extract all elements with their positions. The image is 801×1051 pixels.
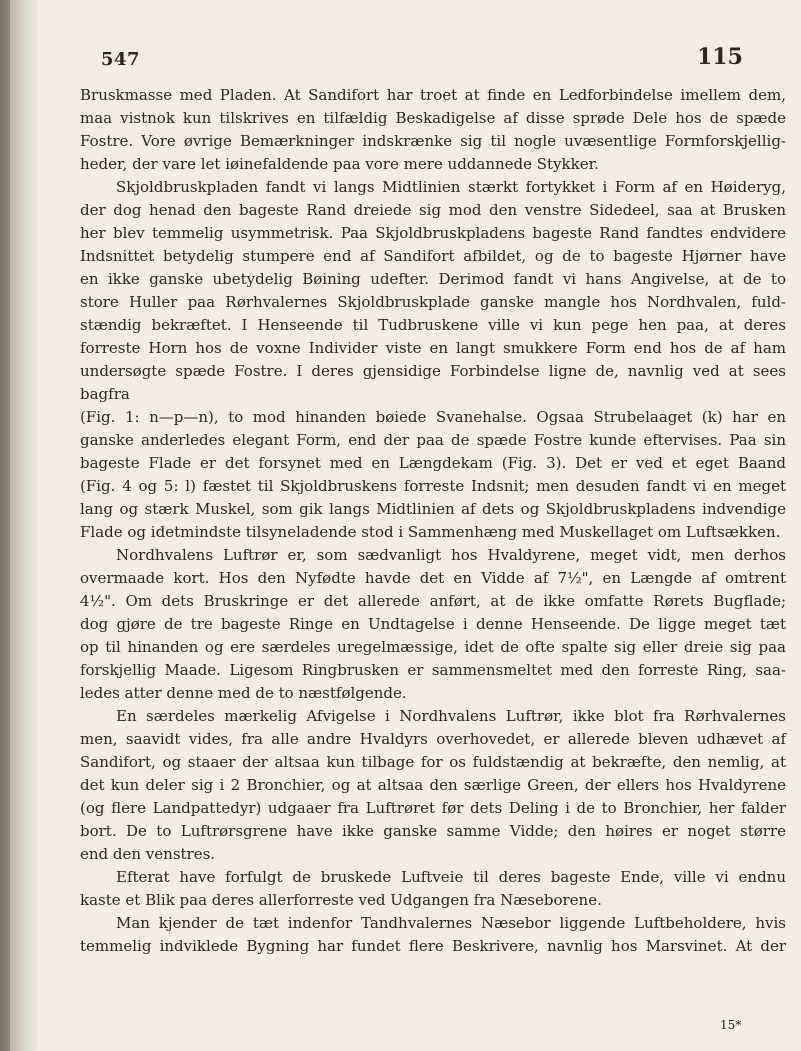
text-line: Nordhvalens Luftrør er, som sædvanligt hos Hvaldyrene, meget vidt, men derhos bbox=[116, 546, 786, 564]
text-line: Man kjender de tæt indenfor Tandhvalernes Næsebor liggende Luftbeholdere, hvis bbox=[116, 914, 786, 932]
body-text bbox=[80, 84, 786, 958]
text-line: bageste Flade er det forsynet med en Længdekam (Fig. 3). Det er ved et eget Baand bbox=[80, 454, 786, 472]
text-line: 4½". Om dets Bruskringe er det allerede anført, at de ikke omfatte Rørets Bugflade; bbox=[80, 592, 786, 610]
text-line: op til hinanden og ere særdeles uregelmæssige, idet de ofte spalte sig eller dreie sig paa bbox=[80, 638, 786, 656]
text-line: temmelig indviklede Bygning har fundet flere Beskrivere, navnlig hos Marsvinet. At der bbox=[80, 937, 786, 955]
text-line: end den venstres. bbox=[80, 845, 216, 863]
text-line: Fostre. Vore øvrige Bemærkninger indskrænke sig til nogle uvæsentlige Formforskjellig- bbox=[80, 132, 786, 150]
text-line: forreste Horn hos de voxne Individer viste en langt smukkere Form end hos de af ham bbox=[80, 339, 786, 357]
text-line: (Fig. 1: n—p—n), to mod hinanden bøiede Svanehalse. Ogsaa Strubelaaget (k) har en bbox=[80, 408, 786, 426]
page-spine-shadow bbox=[0, 0, 38, 1051]
text-line: maa vistnok kun tilskrives en tilfældig Beskadigelse af disse sprøde Dele hos de spæde bbox=[80, 109, 786, 127]
text-line: Bruskmasse med Pladen. At Sandifort har troet at finde en Ledforbindelse imellem dem, bbox=[80, 86, 786, 104]
text-line: stændig bekræftet. I Henseende til Tudbruskene ville vi kun pege hen paa, at deres bbox=[80, 316, 786, 334]
volume-page-number: 547 bbox=[101, 49, 141, 70]
text-line: ganske anderledes elegant Form, end der paa de spæde Fostre kunde eftervises. Paa sin bbox=[80, 431, 786, 449]
text-line: overmaade kort. Hos den Nyfødte havde det en Vidde af 7½", en Længde af omtrent bbox=[80, 569, 786, 587]
text-line: lang og stærk Muskel, som gik langs Midtlinien af dets og Skjoldbruskpladens indvendige bbox=[80, 500, 786, 518]
spine-dark-edge bbox=[0, 0, 10, 1051]
text-line: det kun deler sig i 2 Bronchier, og at altsaa den særlige Green, der ellers hos Hvaldyrene bbox=[80, 776, 786, 794]
text-line: forskjellig Maade. Ligesom Ringbrusken er sammensmeltet med den forreste Ring, saa- bbox=[80, 661, 786, 679]
text-line: dog gjøre de tre bageste Ringe en Undtagelse i denne Henseende. De ligge meget tæt bbox=[80, 615, 786, 633]
text-line: undersøgte spæde Fostre. I deres gjensidige Forbindelse ligne de, navnlig ved at sees bagfra bbox=[80, 362, 786, 403]
text-line: der dog henad den bageste Rand dreiede sig mod den venstre Sidedeel, saa at Brusken bbox=[80, 201, 786, 219]
text-line: En særdeles mærkelig Afvigelse i Nordhvalens Luftrør, ikke blot fra Rørhvalernes bbox=[116, 707, 786, 725]
text-line: (Fig. 4 og 5: l) fæstet til Skjoldbruskens forreste Indsnit; men desuden fandt vi en meget bbox=[80, 477, 786, 495]
text-line: (og flere Landpattedyr) udgaaer fra Luftrøret før dets Deling i de to Bronchier, her falder bbox=[80, 799, 786, 817]
text-line: ledes atter denne med de to næstfølgende. bbox=[80, 684, 407, 702]
text-line: her blev temmelig usymmetrisk. Paa Skjoldbruskpladens bageste Rand fandtes endvidere bbox=[80, 224, 786, 242]
text-line: Indsnittet betydelig stumpere end af Sandifort afbildet, og de to bageste Hjørner have bbox=[80, 247, 786, 265]
signature-mark: 15* bbox=[720, 1018, 742, 1032]
text-line: bort. De to Luftrørsgrene have ikke ganske samme Vidde; den høires er noget større bbox=[80, 822, 786, 840]
text-line: men, saavidt vides, fra alle andre Hvaldyrs overhovedet, er allerede bleven udhævet af bbox=[80, 730, 786, 748]
page-number: 115 bbox=[697, 44, 743, 70]
text-line: kaste et Blik paa deres allerforreste ved Udgangen fra Næseborene. bbox=[80, 891, 602, 909]
text-line: Sandifort, og staaer der altsaa kun tilbage for os fuldstændig at bekræfte, den nemlig, at bbox=[80, 753, 786, 771]
text-line: heder, der vare let iøinefaldende paa vore mere uddannede Stykker. bbox=[80, 155, 599, 173]
text-line: Skjoldbruskpladen fandt vi langs Midtlinien stærkt fortykket i Form af en Høideryg, bbox=[116, 178, 786, 196]
text-line: Efterat have forfulgt de bruskede Luftveie til deres bageste Ende, ville vi endnu bbox=[116, 868, 786, 886]
text-line: en ikke ganske ubetydelig Bøining udefter. Derimod fandt vi hans Angivelse, at de to bbox=[80, 270, 786, 288]
text-line: store Huller paa Rørhvalernes Skjoldbruskplade ganske mangle hos Nordhvalen, fuld- bbox=[80, 293, 786, 311]
text-line: Flade og idetmindste tilsyneladende stod i Sammenhæng med Muskellaget om Luftsækken. bbox=[80, 523, 781, 541]
